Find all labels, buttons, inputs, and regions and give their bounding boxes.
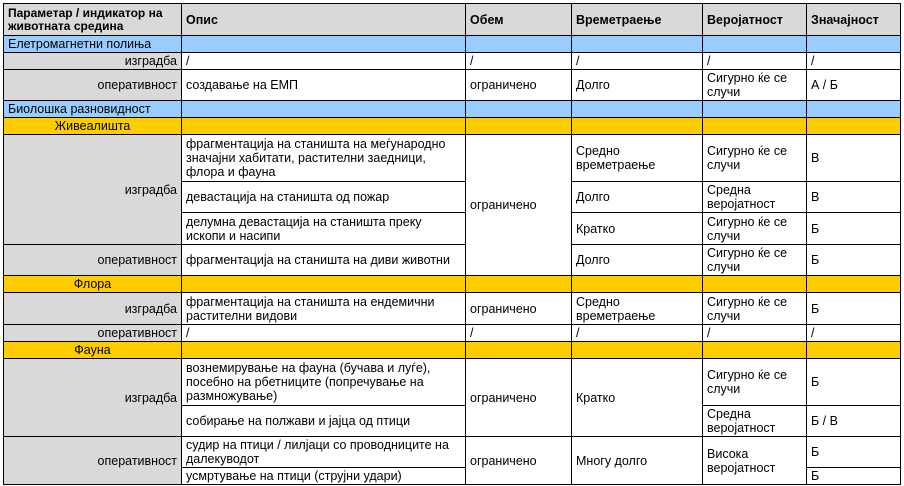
section-row [4,101,901,118]
header-scope: Обем [466,4,572,36]
param-cell: изградба [4,293,182,325]
significance-cell: Б [807,213,901,245]
scope-cell: / [466,325,572,342]
desc-cell: собирање на полжави и јајца од птици [182,406,466,437]
duration-cell: Многу долго [572,437,703,485]
desc-cell: создавање на ЕМП [182,70,466,101]
probability-cell: Сигурно ќе се случи [703,213,807,245]
impact-table [3,3,901,485]
probability-cell: / [703,53,807,70]
probability-cell: Средна веројатност [703,182,807,213]
scope-cell: ограничено [466,70,572,101]
section-fauna: Фауна [4,342,182,359]
desc-cell: / [182,325,466,342]
section-row [4,276,901,293]
probability-cell: / [703,325,807,342]
table-row [4,70,901,101]
section-habitats: Живеалишта [4,118,182,135]
duration-cell: Кратко [572,213,703,245]
duration-cell: / [572,53,703,70]
duration-cell: Средно времетраење [572,135,703,182]
significance-cell: В [807,135,901,182]
significance-cell: Б [807,245,901,276]
significance-cell: В [807,182,901,213]
significance-cell: А / Б [807,70,901,101]
table-row [4,135,901,182]
header-probability: Веројатност [703,4,807,36]
significance-cell: Б [807,293,901,325]
probability-cell: Висока веројатност [703,437,807,485]
table-row [4,325,901,342]
header-row [4,4,901,36]
table-row [4,293,901,325]
desc-cell: вознемирување на фауна (бучава и луѓе), посебно на рбетниците (попречување на размножување) [182,359,466,406]
section-biodiversity: Биолошка разновидност [4,101,182,118]
param-cell: оперативност [4,325,182,342]
duration-cell: / [572,325,703,342]
significance-cell: Б [807,437,901,468]
param-cell: оперативност [4,437,182,485]
desc-cell: делумна девастација на станишта преку ископи и насипи [182,213,466,245]
significance-cell: / [807,325,901,342]
param-cell: оперативност [4,70,182,101]
probability-cell: Сигурно ќе се случи [703,293,807,325]
section-row [4,342,901,359]
significance-cell: Б / В [807,406,901,437]
table-row [4,53,901,70]
duration-cell: Средно времетраење [572,293,703,325]
table-row [4,359,901,406]
probability-cell: Сигурно ќе се случи [703,245,807,276]
duration-cell: Долго [572,245,703,276]
header-parameter: Параметар / индикатор на животната средина [4,4,182,36]
header-duration: Времетраење [572,4,703,36]
significance-cell: / [807,53,901,70]
header-description: Опис [182,4,466,36]
table-row [4,245,901,276]
desc-cell: усмртување на птици (струјни удари) [182,468,466,485]
probability-cell: Сигурно ќе се случи [703,359,807,406]
section-flora: Флора [4,276,182,293]
section-row [4,118,901,135]
param-cell: оперативност [4,245,182,276]
scope-cell: ограничено [466,359,572,437]
section-row [4,36,901,53]
significance-cell: Б [807,359,901,406]
desc-cell: девастација на станишта од пожар [182,182,466,213]
desc-cell: / [182,53,466,70]
scope-cell: ограничено [466,135,572,276]
probability-cell: Средна веројатност [703,406,807,437]
desc-cell: фрагментација на станишта на диви животни [182,245,466,276]
duration-cell: Кратко [572,359,703,437]
desc-cell: фрагментација на станишта на меѓународно значајни хабитати, растителни заедници, флора и фауна [182,135,466,182]
duration-cell: Долго [572,70,703,101]
param-cell: изградба [4,135,182,245]
desc-cell: фрагментација на станишта на ендемични растителни видови [182,293,466,325]
table-row [4,437,901,468]
probability-cell: Сигурно ќе се случи [703,70,807,101]
scope-cell: ограничено [466,293,572,325]
param-cell: изградба [4,53,182,70]
scope-cell: ограничено [466,437,572,485]
duration-cell: Долго [572,182,703,213]
significance-cell: Б [807,468,901,485]
param-cell: изградба [4,359,182,437]
section-emf: Елетромагнетни полиња [4,36,182,53]
scope-cell: / [466,53,572,70]
desc-cell: судир на птици / лилјаци со проводниците на далекуводот [182,437,466,468]
header-significance: Значајност [807,4,901,36]
probability-cell: Сигурно ќе се случи [703,135,807,182]
